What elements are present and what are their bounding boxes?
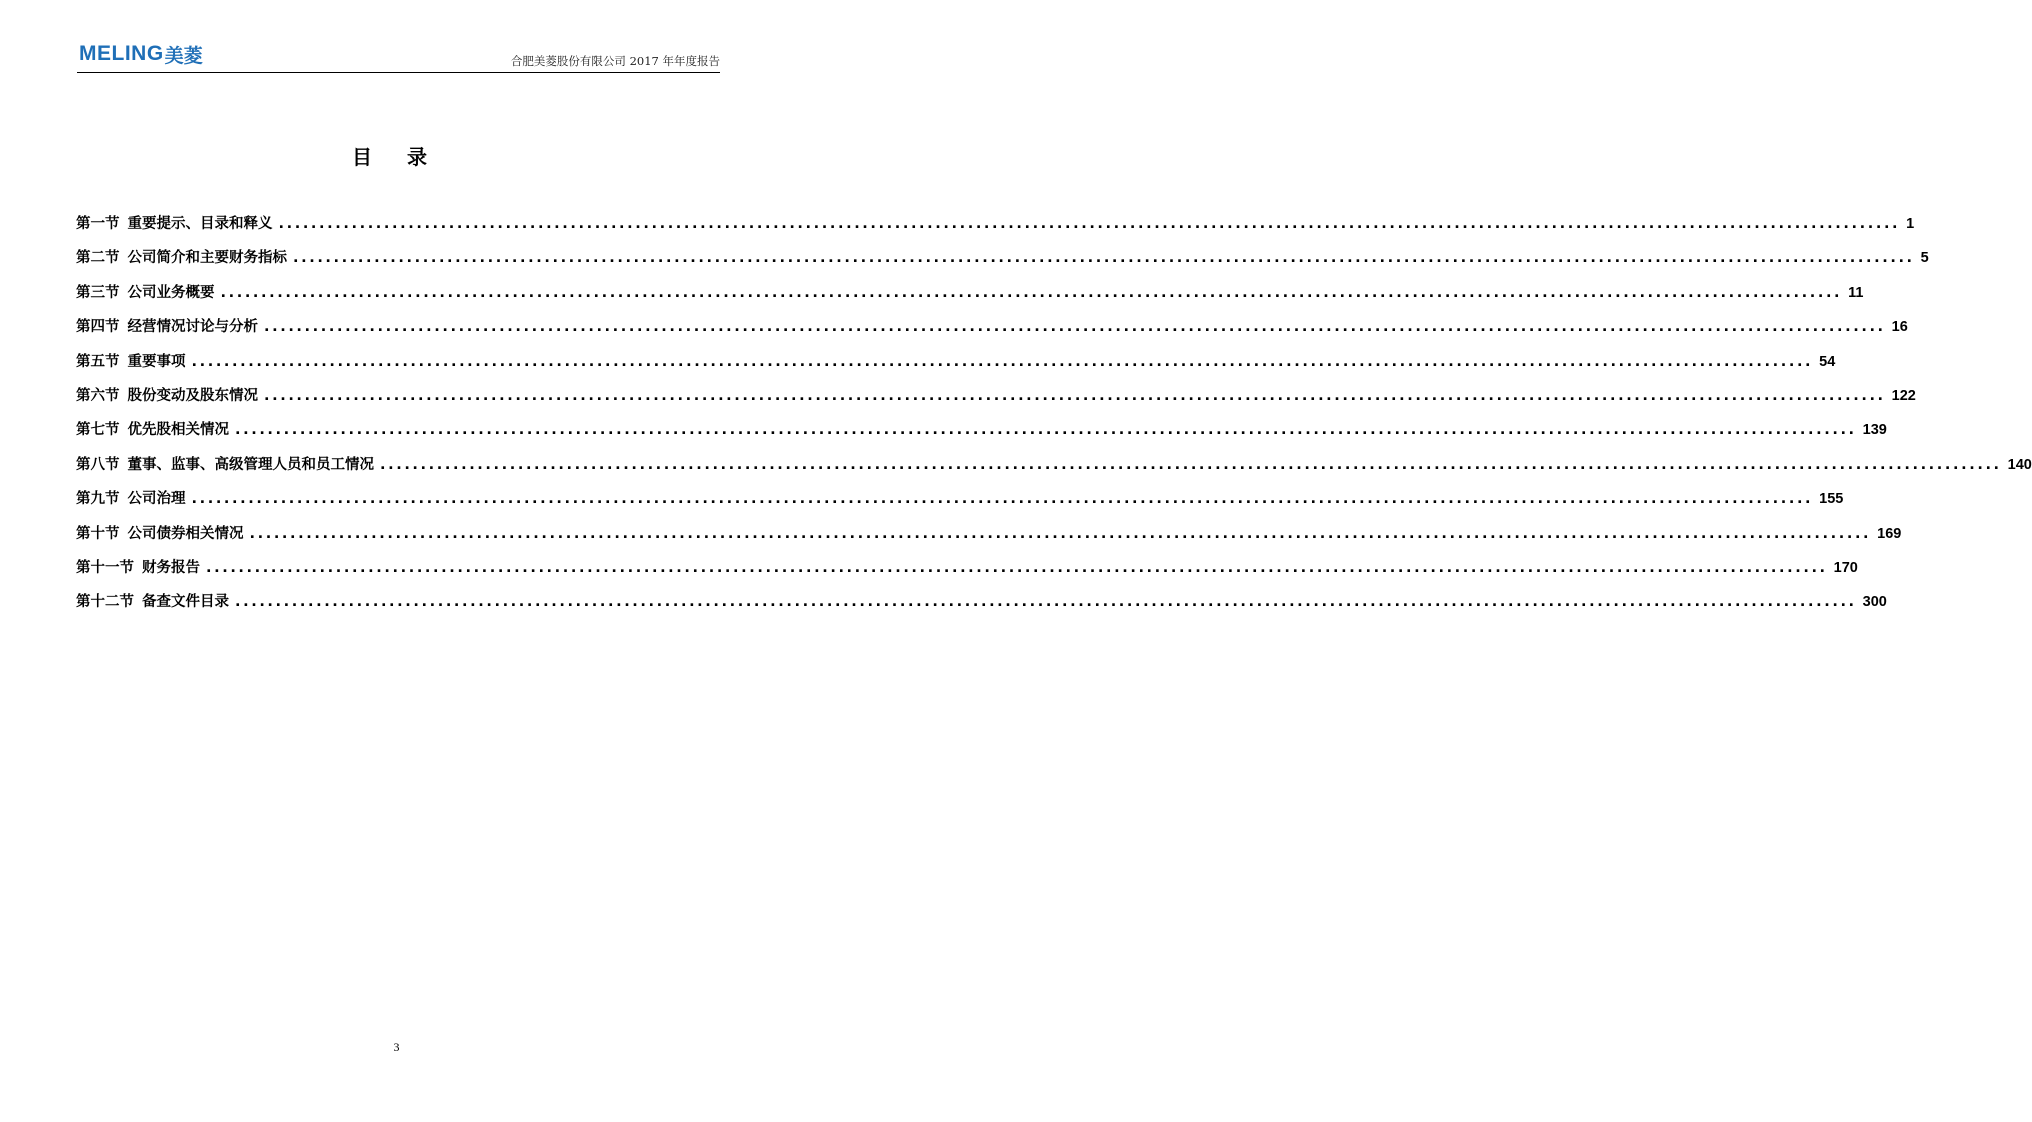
toc-section-number: 第四节 bbox=[76, 319, 120, 336]
toc-entry[interactable] bbox=[76, 413, 1887, 447]
toc-section-title: 董事、监事、高级管理人员和员工情况 bbox=[127, 456, 374, 473]
toc-entry[interactable] bbox=[76, 585, 1887, 619]
toc-entry[interactable] bbox=[76, 482, 1844, 516]
toc-entry[interactable] bbox=[76, 241, 1929, 275]
toc-entry-label bbox=[76, 413, 229, 447]
toc-page-number: 300 bbox=[1862, 594, 1887, 611]
toc-section-title: 财务报告 bbox=[142, 559, 200, 576]
toc-entry[interactable] bbox=[76, 517, 1902, 551]
toc-section-number: 第十节 bbox=[76, 525, 120, 542]
toc-entry-label bbox=[76, 310, 258, 344]
toc-dot-leader: ........................................................................................................................................................................................................ bbox=[249, 525, 1872, 542]
toc-section-title: 公司业务概要 bbox=[127, 284, 215, 301]
toc-section-title: 重要提示、目录和释义 bbox=[127, 216, 273, 232]
toc-entry[interactable] bbox=[76, 448, 2032, 482]
toc-section-number: 第二节 bbox=[76, 250, 120, 267]
toc-page-number: 139 bbox=[1862, 422, 1887, 439]
toc-section-title: 公司债券相关情况 bbox=[127, 525, 244, 542]
toc-entry[interactable] bbox=[76, 207, 1915, 241]
toc-entry-label bbox=[76, 345, 186, 379]
toc-dot-leader: ........................................................................................................................................................................................................ bbox=[278, 216, 1901, 232]
toc-entry-label bbox=[76, 207, 273, 241]
toc-section-number: 第三节 bbox=[76, 284, 120, 301]
toc-entry-label bbox=[76, 448, 374, 482]
toc-section-number: 第八节 bbox=[76, 456, 120, 473]
toc-section-number: 第七节 bbox=[76, 422, 120, 439]
toc-section-number: 第五节 bbox=[76, 353, 120, 370]
toc-dot-leader: ........................................................................................................................................................................................................ bbox=[220, 284, 1843, 301]
toc-entry-label bbox=[76, 482, 186, 516]
toc-entry-label bbox=[76, 517, 244, 551]
toc-entry[interactable] bbox=[76, 551, 1858, 585]
report-header-title: 合肥美菱股份有限公司 2017 年年度报告 bbox=[510, 54, 720, 68]
toc-section-title: 公司简介和主要财务指标 bbox=[127, 250, 287, 267]
toc-title: 目 录 bbox=[352, 145, 441, 169]
toc-entry-label bbox=[76, 585, 229, 619]
toc-section-title: 重要事项 bbox=[127, 353, 186, 370]
toc-page-number: 169 bbox=[1877, 525, 1902, 542]
toc-entry[interactable] bbox=[76, 379, 1916, 413]
toc-section-number: 第十一节 bbox=[76, 559, 134, 576]
toc-entry-label bbox=[76, 276, 215, 310]
toc-page-number: 155 bbox=[1819, 491, 1844, 508]
toc-entry-label bbox=[76, 379, 258, 413]
toc-section-number: 第一节 bbox=[76, 216, 120, 232]
toc-dot-leader: ........................................................................................................................................................................................................ bbox=[264, 319, 1886, 336]
toc-dot-leader: ........................................................................................................................................................................................................ bbox=[380, 456, 2002, 473]
toc-section-number: 第九节 bbox=[76, 491, 120, 508]
toc-entry-label bbox=[76, 551, 200, 585]
toc-dot-leader: ........................................................................................................................................................................................................ bbox=[191, 491, 1814, 508]
toc-section-title: 股份变动及股东情况 bbox=[127, 387, 258, 404]
toc-section-number: 第六节 bbox=[76, 387, 120, 404]
page-header bbox=[77, 36, 720, 73]
toc-page-number: 16 bbox=[1891, 319, 1908, 336]
toc-section-title: 备查文件目录 bbox=[142, 594, 229, 611]
logo-latin-text: MELING bbox=[79, 42, 164, 65]
toc-section-number: 第十二节 bbox=[76, 594, 134, 611]
toc-entry[interactable] bbox=[76, 310, 1908, 344]
toc-dot-leader: ........................................................................................................................................................................................................ bbox=[235, 594, 1857, 611]
toc-page-number: 5 bbox=[1920, 250, 1929, 267]
toc-section-title: 公司治理 bbox=[127, 491, 186, 508]
meling-logo bbox=[79, 41, 203, 67]
toc-page-number: 140 bbox=[2007, 456, 2032, 473]
toc-section-title: 经营情况讨论与分析 bbox=[127, 319, 258, 336]
toc-entry[interactable] bbox=[76, 276, 1864, 310]
toc-entry-label bbox=[76, 241, 287, 275]
toc-page-number: 122 bbox=[1891, 387, 1916, 404]
toc-dot-leader: ........................................................................................................................................................................................................ bbox=[235, 422, 1857, 439]
logo-cjk-text: 美菱 bbox=[164, 44, 203, 67]
toc-page-number: 11 bbox=[1848, 284, 1864, 301]
page-number: 3 bbox=[393, 1040, 400, 1054]
toc-page-number: 54 bbox=[1819, 353, 1836, 370]
table-of-contents bbox=[76, 207, 2032, 620]
toc-dot-leader: ........................................................................................................................................................................................................ bbox=[264, 387, 1886, 404]
toc-dot-leader: ........................................................................................................................................................................................................ bbox=[206, 559, 1828, 576]
toc-page-number: 170 bbox=[1833, 559, 1858, 576]
toc-dot-leader: ........................................................................................................................................................................................................ bbox=[191, 353, 1814, 370]
toc-entry[interactable] bbox=[76, 345, 1836, 379]
toc-section-title: 优先股相关情况 bbox=[127, 422, 229, 439]
toc-dot-leader: ........................................................................................................................................................................................................ bbox=[293, 250, 1915, 267]
toc-page-number: 1 bbox=[1906, 216, 1915, 232]
